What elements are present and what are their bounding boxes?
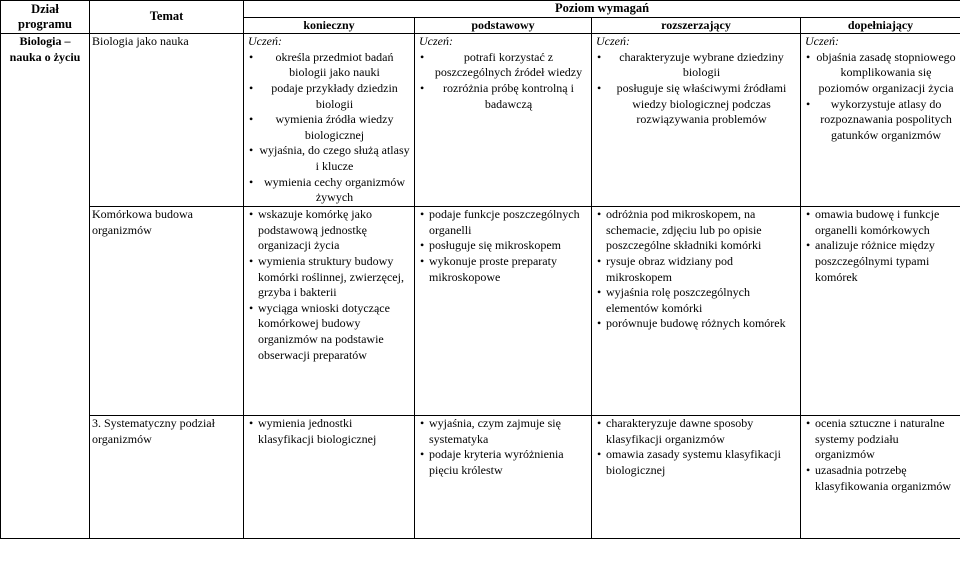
list-item: • wskazuje komórkę jako podstawową jednostkę organizacji życia <box>248 207 411 254</box>
topic-cell: Biologia jako nauka <box>90 34 244 207</box>
list-item: • objaśnia zasadę stopniowego komplikowania się poziomów organizacji życia <box>805 50 957 97</box>
dopelniajacy-cell <box>801 416 960 539</box>
topic-cell: Komórkowa budowa organizmów <box>90 207 244 416</box>
list-item: • posługuje się mikroskopem <box>419 238 588 254</box>
list-item: • wymienia struktury budowy komórki roślinnej, zwierzęcej, grzyba i bakterii <box>248 254 411 301</box>
topic-cell: 3. Systematyczny podział organizmów <box>90 416 244 539</box>
list-item: • analizuje różnice między poszczególnymi typami komórek <box>805 238 957 285</box>
rozszerzajacy-list <box>596 50 797 128</box>
table-row <box>1 207 960 416</box>
header-level-podstawowy: podstawowy <box>415 17 592 34</box>
list-item: • wyjaśnia, czym zajmuje się systematyka <box>419 416 588 447</box>
list-item: • wymienia jednostki klasyfikacji biologicznej <box>248 416 411 447</box>
uczen-label: Uczeń: <box>805 34 839 49</box>
podstawowy-cell <box>415 34 592 207</box>
list-item: • wyciąga wnioski dotyczące komórkowej budowy organizmów na podstawie obserwacji preparatów <box>248 301 411 363</box>
rozszerzajacy-cell <box>592 207 801 416</box>
dopelniajacy-cell <box>801 34 960 207</box>
konieczny-cell <box>244 207 415 416</box>
uczen-label: Uczeń: <box>419 34 453 49</box>
uczen-label: Uczeń: <box>248 34 282 49</box>
dopelniajacy-list <box>805 50 957 144</box>
list-item: • podaje funkcje poszczególnych organelli <box>419 207 588 238</box>
podstawowy-list <box>419 416 588 478</box>
list-item: • rozróżnia próbę kontrolną i badawczą <box>419 81 588 112</box>
list-item: • omawia budowę i funkcje organelli komórkowych <box>805 207 957 238</box>
list-item: • wykorzystuje atlasy do rozpoznawania pospolitych gatunków organizmów <box>805 97 957 144</box>
list-item: • rysuje obraz widziany pod mikroskopem <box>596 254 797 285</box>
podstawowy-cell <box>415 207 592 416</box>
rozszerzajacy-list <box>596 207 797 332</box>
list-item: • uzasadnia potrzebę klasyfikowania organizmów <box>805 463 957 494</box>
list-item: • omawia zasady systemu klasyfikacji biologicznej <box>596 447 797 478</box>
list-item: • charakteryzuje dawne sposoby klasyfikacji organizmów <box>596 416 797 447</box>
list-item: • wykonuje proste preparaty mikroskopowe <box>419 254 588 285</box>
list-item: • wyjaśnia rolę poszczególnych elementów komórki <box>596 285 797 316</box>
uczen-label: Uczeń: <box>596 34 630 49</box>
header-dzial: Dział programu <box>1 1 90 34</box>
konieczny-list <box>248 50 411 206</box>
rozszerzajacy-list <box>596 416 797 478</box>
dopelniajacy-list <box>805 207 957 285</box>
header-level-rozszerzajacy: rozszerzający <box>592 17 801 34</box>
list-item: • posługuje się właściwymi źródłami wiedzy biologicznej podczas rozwiązywania problemów <box>596 81 797 128</box>
list-item: • odróżnia pod mikroskopem, na schemacie, zdjęciu lub po opisie poszczególne składniki komórki <box>596 207 797 254</box>
dopelniajacy-cell <box>801 207 960 416</box>
list-item: • podaje przykłady dziedzin biologii <box>248 81 411 112</box>
section-name: Biologia – nauka o życiu <box>1 34 90 539</box>
header-poziom: Poziom wymagań <box>244 1 960 18</box>
podstawowy-cell <box>415 416 592 539</box>
header-temat: Temat <box>90 1 244 34</box>
list-item: • wyjaśnia, do czego służą atlasy i klucze <box>248 143 411 174</box>
list-item: • porównuje budowę różnych komórek <box>596 316 797 332</box>
konieczny-cell <box>244 34 415 207</box>
dopelniajacy-list <box>805 416 957 494</box>
list-item: • charakteryzuje wybrane dziedziny biologii <box>596 50 797 81</box>
header-level-konieczny: konieczny <box>244 17 415 34</box>
konieczny-list <box>248 207 411 363</box>
table-row <box>1 416 960 539</box>
list-item: • podaje kryteria wyróżnienia pięciu królestw <box>419 447 588 478</box>
header-level-dopelniajacy: dopełniający <box>801 17 960 34</box>
konieczny-list <box>248 416 411 447</box>
rozszerzajacy-cell <box>592 34 801 207</box>
podstawowy-list <box>419 207 588 285</box>
list-item: • określa przedmiot badań biologii jako nauki <box>248 50 411 81</box>
list-item: • potrafi korzystać z poszczególnych źródeł wiedzy <box>419 50 588 81</box>
list-item: • wymienia cechy organizmów żywych <box>248 175 411 206</box>
table-row <box>1 34 960 207</box>
podstawowy-list <box>419 50 588 112</box>
list-item: • wymienia źródła wiedzy biologicznej <box>248 112 411 143</box>
konieczny-cell <box>244 416 415 539</box>
list-item: • ocenia sztuczne i naturalne systemy podziału organizmów <box>805 416 957 463</box>
rozszerzajacy-cell <box>592 416 801 539</box>
